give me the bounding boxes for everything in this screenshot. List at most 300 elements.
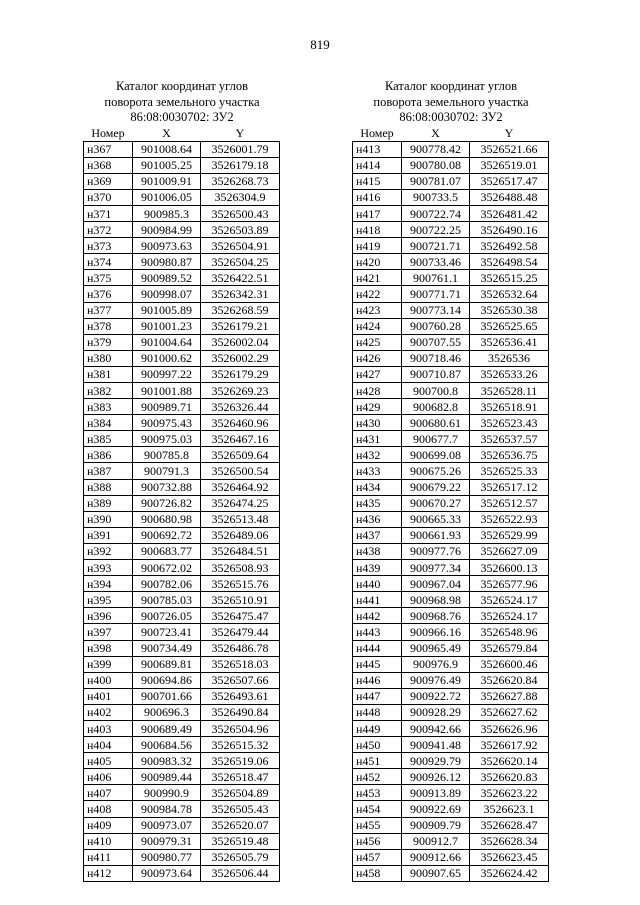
cell-point-number: н396 bbox=[84, 608, 133, 624]
table-row bbox=[84, 688, 280, 704]
cell-y: 3526529.99 bbox=[470, 527, 549, 543]
table-row bbox=[353, 737, 549, 753]
cell-point-number: н411 bbox=[84, 849, 133, 865]
table-row bbox=[353, 608, 549, 624]
cell-x: 901001.88 bbox=[133, 383, 201, 399]
cell-x: 900989.44 bbox=[133, 769, 201, 785]
cell-y: 3526484.51 bbox=[201, 543, 280, 559]
table-row bbox=[84, 366, 280, 382]
cell-x: 900985.3 bbox=[133, 205, 201, 221]
cell-y: 3526518.47 bbox=[201, 769, 280, 785]
cell-point-number: н405 bbox=[84, 753, 133, 769]
cell-point-number: н416 bbox=[353, 189, 402, 205]
cell-point-number: н369 bbox=[84, 173, 133, 189]
table-row bbox=[353, 704, 549, 720]
cell-y: 3526620.14 bbox=[470, 753, 549, 769]
cell-x: 900694.86 bbox=[133, 672, 201, 688]
cell-x: 900696.3 bbox=[133, 704, 201, 720]
table-row bbox=[84, 801, 280, 817]
column-header-number: Номер bbox=[353, 126, 402, 142]
cell-point-number: н435 bbox=[353, 495, 402, 511]
table-header-row bbox=[353, 126, 549, 142]
cell-point-number: н388 bbox=[84, 479, 133, 495]
cell-x: 900977.76 bbox=[402, 543, 470, 559]
table-row bbox=[353, 415, 549, 431]
table-row bbox=[353, 254, 549, 270]
table-row bbox=[84, 238, 280, 254]
table-row bbox=[84, 463, 280, 479]
cell-y: 3526179.18 bbox=[201, 157, 280, 173]
table-row bbox=[84, 849, 280, 865]
cell-x: 901006.05 bbox=[133, 189, 201, 205]
cell-point-number: н436 bbox=[353, 511, 402, 527]
cell-x: 900680.98 bbox=[133, 511, 201, 527]
table-row bbox=[84, 495, 280, 511]
cell-y: 3526548.96 bbox=[470, 624, 549, 640]
cell-x: 900665.33 bbox=[402, 511, 470, 527]
cell-x: 900692.72 bbox=[133, 527, 201, 543]
table-row bbox=[353, 334, 549, 350]
cell-point-number: н404 bbox=[84, 737, 133, 753]
cell-x: 900979.31 bbox=[133, 833, 201, 849]
cell-point-number: н401 bbox=[84, 688, 133, 704]
cell-point-number: н439 bbox=[353, 560, 402, 576]
cell-x: 900684.56 bbox=[133, 737, 201, 753]
cell-point-number: н443 bbox=[353, 624, 402, 640]
cell-y: 3526490.84 bbox=[201, 704, 280, 720]
cell-y: 3526515.32 bbox=[201, 737, 280, 753]
cell-point-number: н393 bbox=[84, 560, 133, 576]
cell-x: 900975.03 bbox=[133, 431, 201, 447]
cell-point-number: н420 bbox=[353, 254, 402, 270]
table-row bbox=[353, 688, 549, 704]
column-header-y: Y bbox=[470, 126, 549, 142]
table-row bbox=[84, 318, 280, 334]
cell-x: 900929.79 bbox=[402, 753, 470, 769]
cell-point-number: н430 bbox=[353, 415, 402, 431]
table-row bbox=[353, 270, 549, 286]
cell-point-number: н412 bbox=[84, 865, 133, 881]
cell-point-number: н383 bbox=[84, 399, 133, 415]
cell-y: 3526533.26 bbox=[470, 366, 549, 382]
table-row bbox=[353, 173, 549, 189]
cell-point-number: н374 bbox=[84, 254, 133, 270]
table-row bbox=[353, 366, 549, 382]
table-row bbox=[84, 672, 280, 688]
table-row bbox=[84, 704, 280, 720]
cell-x: 900700.8 bbox=[402, 383, 470, 399]
cell-point-number: н382 bbox=[84, 383, 133, 399]
cell-y: 3526617.92 bbox=[470, 737, 549, 753]
table-row bbox=[84, 576, 280, 592]
catalog-title-line-2: поворота земельного участка bbox=[104, 94, 260, 109]
table-row bbox=[353, 753, 549, 769]
table-row bbox=[353, 189, 549, 205]
cell-y: 3526504.91 bbox=[201, 238, 280, 254]
table-row bbox=[353, 495, 549, 511]
table-row bbox=[84, 431, 280, 447]
cell-y: 3526627.62 bbox=[470, 704, 549, 720]
cell-x: 901005.25 bbox=[133, 157, 201, 173]
cell-point-number: н395 bbox=[84, 592, 133, 608]
cell-y: 3526600.13 bbox=[470, 560, 549, 576]
cell-point-number: н407 bbox=[84, 785, 133, 801]
table-row bbox=[353, 543, 549, 559]
table-row bbox=[84, 222, 280, 238]
cell-point-number: н457 bbox=[353, 849, 402, 865]
cell-x: 900990.9 bbox=[133, 785, 201, 801]
table-row bbox=[353, 640, 549, 656]
cell-point-number: н413 bbox=[353, 141, 402, 157]
table-row bbox=[353, 833, 549, 849]
cell-y: 3526475.47 bbox=[201, 608, 280, 624]
cell-y: 3526517.12 bbox=[470, 479, 549, 495]
table-row bbox=[84, 737, 280, 753]
cell-y: 3526507.66 bbox=[201, 672, 280, 688]
cell-x: 900771.71 bbox=[402, 286, 470, 302]
cell-point-number: н446 bbox=[353, 672, 402, 688]
table-row bbox=[353, 511, 549, 527]
cell-x: 900989.71 bbox=[133, 399, 201, 415]
table-header-row bbox=[84, 126, 280, 142]
cell-x: 900941.48 bbox=[402, 737, 470, 753]
cell-y: 3526537.57 bbox=[470, 431, 549, 447]
cell-point-number: н425 bbox=[353, 334, 402, 350]
cell-y: 3526503.89 bbox=[201, 222, 280, 238]
cell-x: 900928.29 bbox=[402, 704, 470, 720]
cell-x: 900922.69 bbox=[402, 801, 470, 817]
column-header-x: X bbox=[133, 126, 201, 142]
table-row bbox=[353, 801, 549, 817]
cell-point-number: н453 bbox=[353, 785, 402, 801]
cell-y: 3526002.29 bbox=[201, 350, 280, 366]
cell-point-number: н377 bbox=[84, 302, 133, 318]
table-row bbox=[353, 399, 549, 415]
cell-y: 3526493.61 bbox=[201, 688, 280, 704]
cell-y: 3526460.96 bbox=[201, 415, 280, 431]
cell-x: 901005.89 bbox=[133, 302, 201, 318]
cell-y: 3526179.21 bbox=[201, 318, 280, 334]
table-row bbox=[84, 189, 280, 205]
cell-y: 3526519.48 bbox=[201, 833, 280, 849]
cell-x: 900679.22 bbox=[402, 479, 470, 495]
cell-x: 901001.23 bbox=[133, 318, 201, 334]
table-row bbox=[353, 865, 549, 881]
cell-x: 900975.43 bbox=[133, 415, 201, 431]
cell-y: 3526512.57 bbox=[470, 495, 549, 511]
cell-x: 900984.78 bbox=[133, 801, 201, 817]
cell-x: 900913.89 bbox=[402, 785, 470, 801]
column-header-x: X bbox=[402, 126, 470, 142]
cell-y: 3526518.91 bbox=[470, 399, 549, 415]
catalog-title-line-1: Каталог координат углов bbox=[384, 79, 518, 93]
cell-y: 3526620.83 bbox=[470, 769, 549, 785]
cell-x: 901004.64 bbox=[133, 334, 201, 350]
cell-x: 900912.66 bbox=[402, 849, 470, 865]
cell-y: 3526627.09 bbox=[470, 543, 549, 559]
cell-x: 900791.3 bbox=[133, 463, 201, 479]
cell-x: 901009.91 bbox=[133, 173, 201, 189]
cell-x: 900677.7 bbox=[402, 431, 470, 447]
cell-x: 900967.04 bbox=[402, 576, 470, 592]
cell-point-number: н450 bbox=[353, 737, 402, 753]
cell-x: 900785.03 bbox=[133, 592, 201, 608]
cell-x: 900966.16 bbox=[402, 624, 470, 640]
table-row bbox=[84, 511, 280, 527]
cell-x: 900732.88 bbox=[133, 479, 201, 495]
cell-point-number: н400 bbox=[84, 672, 133, 688]
cell-y: 3526269.23 bbox=[201, 383, 280, 399]
cell-x: 900721.71 bbox=[402, 238, 470, 254]
cell-point-number: н442 bbox=[353, 608, 402, 624]
cell-y: 3526626.96 bbox=[470, 720, 549, 736]
cell-point-number: н421 bbox=[353, 270, 402, 286]
table-row bbox=[84, 817, 280, 833]
cell-point-number: н379 bbox=[84, 334, 133, 350]
cell-y: 3526624.42 bbox=[470, 865, 549, 881]
cell-x: 900989.52 bbox=[133, 270, 201, 286]
cell-point-number: н433 bbox=[353, 463, 402, 479]
table-row bbox=[353, 817, 549, 833]
table-row bbox=[353, 624, 549, 640]
catalog-title-line-3: 86:08:0030702: ЗУ2 bbox=[130, 110, 234, 124]
cell-point-number: н375 bbox=[84, 270, 133, 286]
cell-y: 3526268.73 bbox=[201, 173, 280, 189]
table-row bbox=[84, 769, 280, 785]
cell-point-number: н378 bbox=[84, 318, 133, 334]
table-row bbox=[353, 785, 549, 801]
cell-x: 900760.28 bbox=[402, 318, 470, 334]
catalog-title-line-1: Каталог координат углов bbox=[115, 79, 249, 93]
cell-point-number: н386 bbox=[84, 447, 133, 463]
table-row bbox=[84, 205, 280, 221]
cell-x: 900683.77 bbox=[133, 543, 201, 559]
table-row bbox=[353, 527, 549, 543]
cell-y: 3526518.03 bbox=[201, 656, 280, 672]
cell-y: 3526536.75 bbox=[470, 447, 549, 463]
cell-point-number: н418 bbox=[353, 222, 402, 238]
cell-x: 900984.99 bbox=[133, 222, 201, 238]
cell-y: 3526530.38 bbox=[470, 302, 549, 318]
cell-point-number: н441 bbox=[353, 592, 402, 608]
cell-point-number: н424 bbox=[353, 318, 402, 334]
cell-point-number: н419 bbox=[353, 238, 402, 254]
page-number: 819 bbox=[310, 37, 330, 52]
cell-y: 3526506.44 bbox=[201, 865, 280, 881]
cell-x: 900998.07 bbox=[133, 286, 201, 302]
cell-point-number: н406 bbox=[84, 769, 133, 785]
table-row bbox=[84, 640, 280, 656]
cell-x: 900965.49 bbox=[402, 640, 470, 656]
cell-x: 900722.25 bbox=[402, 222, 470, 238]
column-header-y: Y bbox=[201, 126, 280, 142]
cell-x: 900726.82 bbox=[133, 495, 201, 511]
cell-y: 3526481.42 bbox=[470, 205, 549, 221]
cell-point-number: н437 bbox=[353, 527, 402, 543]
cell-y: 3526001.79 bbox=[201, 141, 280, 157]
cell-y: 3526505.79 bbox=[201, 849, 280, 865]
cell-x: 900726.05 bbox=[133, 608, 201, 624]
cell-point-number: н410 bbox=[84, 833, 133, 849]
cell-point-number: н455 bbox=[353, 817, 402, 833]
table-row bbox=[84, 543, 280, 559]
cell-x: 900722.74 bbox=[402, 205, 470, 221]
cell-point-number: н417 bbox=[353, 205, 402, 221]
cell-y: 3526486.78 bbox=[201, 640, 280, 656]
cell-x: 900997.22 bbox=[133, 366, 201, 382]
cell-x: 900672.02 bbox=[133, 560, 201, 576]
catalog-left bbox=[83, 79, 281, 882]
cell-y: 3526627.88 bbox=[470, 688, 549, 704]
cell-point-number: н408 bbox=[84, 801, 133, 817]
cell-point-number: н456 bbox=[353, 833, 402, 849]
table-row bbox=[84, 399, 280, 415]
table-row bbox=[84, 720, 280, 736]
cell-y: 3526304.9 bbox=[201, 189, 280, 205]
catalog-title bbox=[83, 79, 281, 126]
table-row bbox=[353, 849, 549, 865]
cell-x: 900922.72 bbox=[402, 688, 470, 704]
cell-x: 900670.27 bbox=[402, 495, 470, 511]
table-row bbox=[353, 463, 549, 479]
cell-point-number: н423 bbox=[353, 302, 402, 318]
cell-x: 900675.26 bbox=[402, 463, 470, 479]
table-row bbox=[84, 785, 280, 801]
cell-x: 900968.98 bbox=[402, 592, 470, 608]
table-body bbox=[84, 141, 280, 881]
cell-x: 900973.07 bbox=[133, 817, 201, 833]
table-row bbox=[353, 479, 549, 495]
cell-point-number: н370 bbox=[84, 189, 133, 205]
cell-x: 900761.1 bbox=[402, 270, 470, 286]
cell-point-number: н394 bbox=[84, 576, 133, 592]
cell-point-number: н384 bbox=[84, 415, 133, 431]
cell-y: 3526342.31 bbox=[201, 286, 280, 302]
cell-y: 3526628.34 bbox=[470, 833, 549, 849]
cell-point-number: н373 bbox=[84, 238, 133, 254]
cell-point-number: н434 bbox=[353, 479, 402, 495]
cell-point-number: н398 bbox=[84, 640, 133, 656]
table-row bbox=[84, 479, 280, 495]
table-body bbox=[353, 141, 549, 881]
cell-point-number: н409 bbox=[84, 817, 133, 833]
cell-y: 3526532.64 bbox=[470, 286, 549, 302]
cell-y: 3526515.25 bbox=[470, 270, 549, 286]
cell-y: 3526492.58 bbox=[470, 238, 549, 254]
cell-y: 3526620.84 bbox=[470, 672, 549, 688]
cell-point-number: н445 bbox=[353, 656, 402, 672]
cell-y: 3526490.16 bbox=[470, 222, 549, 238]
cell-x: 900782.06 bbox=[133, 576, 201, 592]
cell-x: 900723.41 bbox=[133, 624, 201, 640]
table-row bbox=[84, 592, 280, 608]
cell-y: 3526520.07 bbox=[201, 817, 280, 833]
table-row bbox=[353, 141, 549, 157]
table-row bbox=[84, 447, 280, 463]
cell-y: 3526525.65 bbox=[470, 318, 549, 334]
cell-x: 900942.66 bbox=[402, 720, 470, 736]
cell-y: 3526488.48 bbox=[470, 189, 549, 205]
cell-point-number: н403 bbox=[84, 720, 133, 736]
table-row bbox=[84, 302, 280, 318]
table-row bbox=[353, 576, 549, 592]
cell-point-number: н448 bbox=[353, 704, 402, 720]
cell-y: 3526479.44 bbox=[201, 624, 280, 640]
cell-x: 900689.49 bbox=[133, 720, 201, 736]
cell-point-number: н399 bbox=[84, 656, 133, 672]
cell-point-number: н458 bbox=[353, 865, 402, 881]
cell-point-number: н415 bbox=[353, 173, 402, 189]
cell-y: 3526525.33 bbox=[470, 463, 549, 479]
cell-point-number: н454 bbox=[353, 801, 402, 817]
table-row bbox=[353, 302, 549, 318]
cell-point-number: н432 bbox=[353, 447, 402, 463]
cell-point-number: н452 bbox=[353, 769, 402, 785]
coordinates-table bbox=[352, 126, 549, 882]
cell-point-number: н427 bbox=[353, 366, 402, 382]
cell-y: 3526515.76 bbox=[201, 576, 280, 592]
cell-y: 3526521.66 bbox=[470, 141, 549, 157]
cell-x: 900926.12 bbox=[402, 769, 470, 785]
cell-x: 900773.14 bbox=[402, 302, 470, 318]
cell-y: 3526623.1 bbox=[470, 801, 549, 817]
cell-point-number: н426 bbox=[353, 350, 402, 366]
cell-y: 3526509.64 bbox=[201, 447, 280, 463]
table-row bbox=[353, 205, 549, 221]
cell-x: 900689.81 bbox=[133, 656, 201, 672]
cell-point-number: н414 bbox=[353, 157, 402, 173]
cell-y: 3526464.92 bbox=[201, 479, 280, 495]
cell-y: 3526522.93 bbox=[470, 511, 549, 527]
table-row bbox=[84, 173, 280, 189]
cell-x: 900907.65 bbox=[402, 865, 470, 881]
table-row bbox=[353, 672, 549, 688]
catalog-right bbox=[352, 79, 550, 882]
cell-y: 3526002.04 bbox=[201, 334, 280, 350]
cell-x: 900733.46 bbox=[402, 254, 470, 270]
table-row bbox=[84, 254, 280, 270]
cell-x: 901000.62 bbox=[133, 350, 201, 366]
cell-x: 900976.9 bbox=[402, 656, 470, 672]
cell-y: 3526523.43 bbox=[470, 415, 549, 431]
table-row bbox=[353, 592, 549, 608]
table-row bbox=[84, 383, 280, 399]
cell-point-number: н372 bbox=[84, 222, 133, 238]
table-row bbox=[84, 270, 280, 286]
table-row bbox=[84, 286, 280, 302]
cell-x: 900710.87 bbox=[402, 366, 470, 382]
cell-y: 3526326.44 bbox=[201, 399, 280, 415]
table-row bbox=[353, 238, 549, 254]
cell-y: 3526536.41 bbox=[470, 334, 549, 350]
cell-point-number: н391 bbox=[84, 527, 133, 543]
cell-point-number: н376 bbox=[84, 286, 133, 302]
cell-y: 3526268.59 bbox=[201, 302, 280, 318]
cell-y: 3526517.47 bbox=[470, 173, 549, 189]
cell-x: 900973.63 bbox=[133, 238, 201, 254]
cell-y: 3526528.11 bbox=[470, 383, 549, 399]
cell-x: 900968.76 bbox=[402, 608, 470, 624]
cell-point-number: н371 bbox=[84, 205, 133, 221]
cell-y: 3526524.17 bbox=[470, 608, 549, 624]
cell-point-number: н385 bbox=[84, 431, 133, 447]
table-row bbox=[84, 141, 280, 157]
cell-y: 3526519.01 bbox=[470, 157, 549, 173]
coordinates-table bbox=[83, 126, 280, 882]
cell-x: 900780.08 bbox=[402, 157, 470, 173]
table-row bbox=[84, 334, 280, 350]
catalog-title bbox=[352, 79, 550, 126]
